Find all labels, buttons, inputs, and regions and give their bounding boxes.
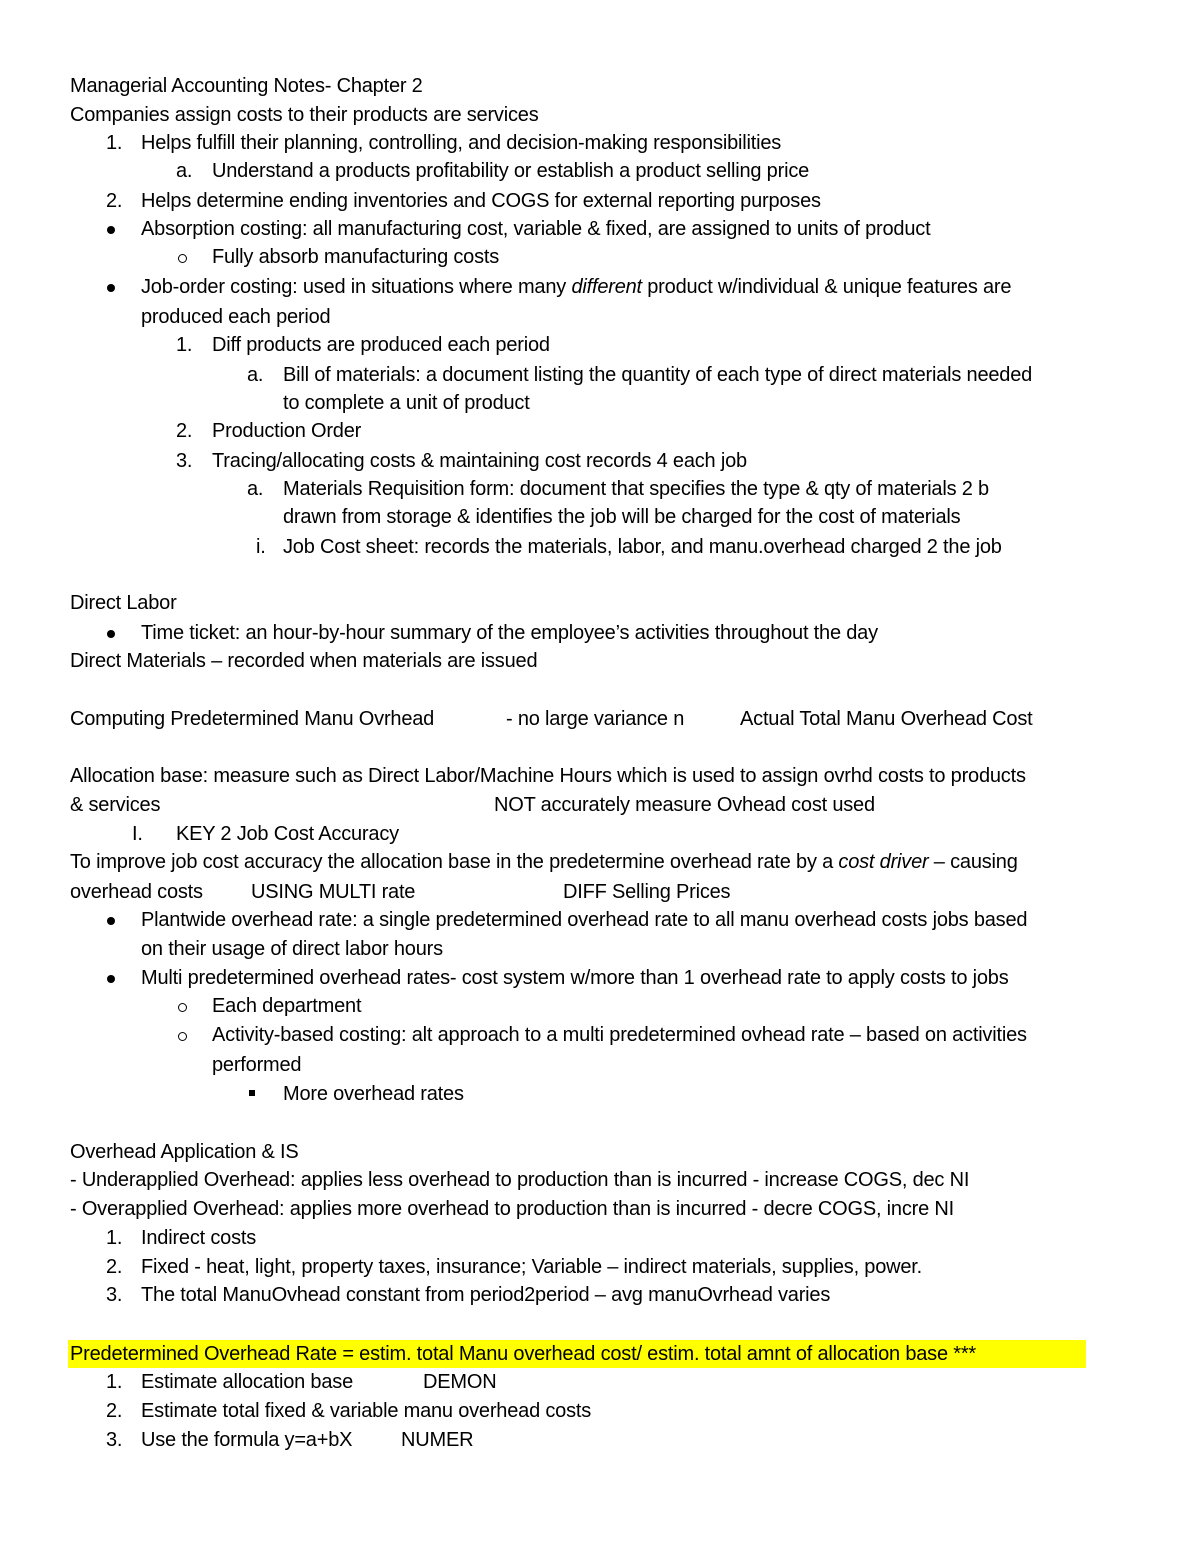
list-item: Indirect costs [141,1227,257,1249]
list-marker: 2. [106,190,123,212]
list-marker: 1. [176,334,193,356]
computing-line: Computing Predetermined Manu Ovrhead [70,708,435,730]
list-marker: 1. [106,1371,123,1393]
list-item: Job Cost sheet: records the materials, labor, and manu.overhead charged 2 the job [283,536,1002,558]
list-marker: a. [176,160,193,182]
list-marker: 1. [106,132,123,154]
hollow-bullet-icon [178,1003,187,1012]
paragraph-line: Allocation base: measure such as Direct Labor/Machine Hours which is used to assign ovrhd costs to products [70,765,1026,787]
list-item-continuation: performed [212,1054,302,1076]
paragraph-note: NOT accurately measure Ovhead cost used [494,794,875,816]
bullet-icon [107,226,115,234]
list-item-continuation: produced each period [141,306,331,328]
list-marker: 2. [106,1256,123,1278]
list-item: KEY 2 Job Cost Accuracy [176,823,399,845]
list-item: Bill of materials: a document listing the quantity of each type of direct materials needed [283,364,1033,386]
list-item: Multi predetermined overhead rates- cost system w/more than 1 overhead rate to apply costs to jobs [141,967,1009,989]
list-item: Absorption costing: all manufacturing cost, variable & fixed, are assigned to units of product [141,218,931,240]
list-marker: 3. [106,1429,123,1451]
list-item-continuation: to complete a unit of product [283,392,530,414]
paragraph-note: USING MULTI rate [251,881,416,903]
list-item: Fully absorb manufacturing costs [212,246,500,268]
joborder-emphasis: different [571,276,642,298]
list-item: The total ManuOvhead constant from period2period – avg manuOvrhead varies [141,1284,831,1306]
list-item-note: NUMER [401,1429,474,1451]
paragraph-line: - Overapplied Overhead: applies more overhead to production than is incurred - decre COGS, incre NI [70,1198,954,1220]
list-marker: a. [247,364,264,386]
paragraph-line: & services [70,794,161,816]
list-item: Activity-based costing: alt approach to a multi predetermined ovhead rate – based on activities [212,1024,1027,1046]
paragraph-line: - Underapplied Overhead: applies less overhead to production than is incurred - increase COGS, dec NI [70,1169,970,1191]
list-item: Helps determine ending inventories and COGS for external reporting purposes [141,190,821,212]
improve-text: To improve job cost accuracy the allocation base in the predetermine overhead rate by a [70,851,839,873]
list-marker: 2. [176,420,193,442]
computing-note: - no large variance n [506,708,685,730]
list-item: Production Order [212,420,362,442]
intro-line: Companies assign costs to their products are services [70,104,539,126]
bullet-icon [107,975,115,983]
list-item: Plantwide overhead rate: a single predetermined overhead rate to all manu overhead costs jobs based [141,909,1028,931]
list-item: Time ticket: an hour-by-hour summary of the employee’s activities throughout the day [141,622,878,644]
joborder-text: Job-order costing: used in situations where many [141,276,572,298]
list-item: Estimate allocation base [141,1371,353,1393]
list-marker: a. [247,478,264,500]
list-marker: i. [256,536,266,558]
improve-text-end: – causing [928,851,1018,873]
paragraph-note: DIFF Selling Prices [563,881,731,903]
list-item: Diff products are produced each period [212,334,550,356]
list-item: Estimate total fixed & variable manu overhead costs [141,1400,592,1422]
bullet-icon [107,284,115,292]
list-item [141,274,1011,300]
list-item: More overhead rates [283,1083,464,1105]
list-marker: I. [132,823,143,845]
list-marker: 2. [106,1400,123,1422]
section-heading: Direct Labor [70,592,177,614]
paragraph-line: overhead costs [70,881,203,903]
section-heading: Overhead Application & IS [70,1141,299,1163]
section-line: Direct Materials – recorded when materials are issued [70,650,538,672]
list-item-continuation: on their usage of direct labor hours [141,938,443,960]
list-marker: 1. [106,1227,123,1249]
paragraph-line [70,849,1018,875]
joborder-text-end: product w/individual & unique features are [641,276,1012,298]
bullet-icon [107,630,115,638]
improve-emphasis: cost driver [838,851,929,873]
list-item-note: DEMON [423,1371,497,1393]
list-item: Tracing/allocating costs & maintaining cost records 4 each job [212,450,747,472]
list-item: Understand a products profitability or establish a product selling price [212,160,810,182]
page-title: Managerial Accounting Notes- Chapter 2 [70,75,423,97]
hollow-bullet-icon [178,1032,187,1041]
hollow-bullet-icon [178,254,187,263]
formula-line: Predetermined Overhead Rate = estim. total Manu overhead cost/ estim. total amnt of allocation base *** [70,1343,977,1365]
list-item-continuation: drawn from storage & identifies the job will be charged for the cost of materials [283,506,961,528]
square-bullet-icon [249,1090,255,1096]
list-item: Use the formula y=a+bX [141,1429,353,1451]
bullet-icon [107,917,115,925]
list-marker: 3. [176,450,193,472]
list-item: Helps fulfill their planning, controlling, and decision-making responsibilities [141,132,782,154]
list-item: Fixed - heat, light, property taxes, insurance; Variable – indirect materials, supplies, power. [141,1256,923,1278]
list-marker: 3. [106,1284,123,1306]
list-item: Materials Requisition form: document that specifies the type & qty of materials 2 b [283,478,989,500]
computing-result: Actual Total Manu Overhead Cost [740,708,1033,730]
list-item: Each department [212,995,362,1017]
